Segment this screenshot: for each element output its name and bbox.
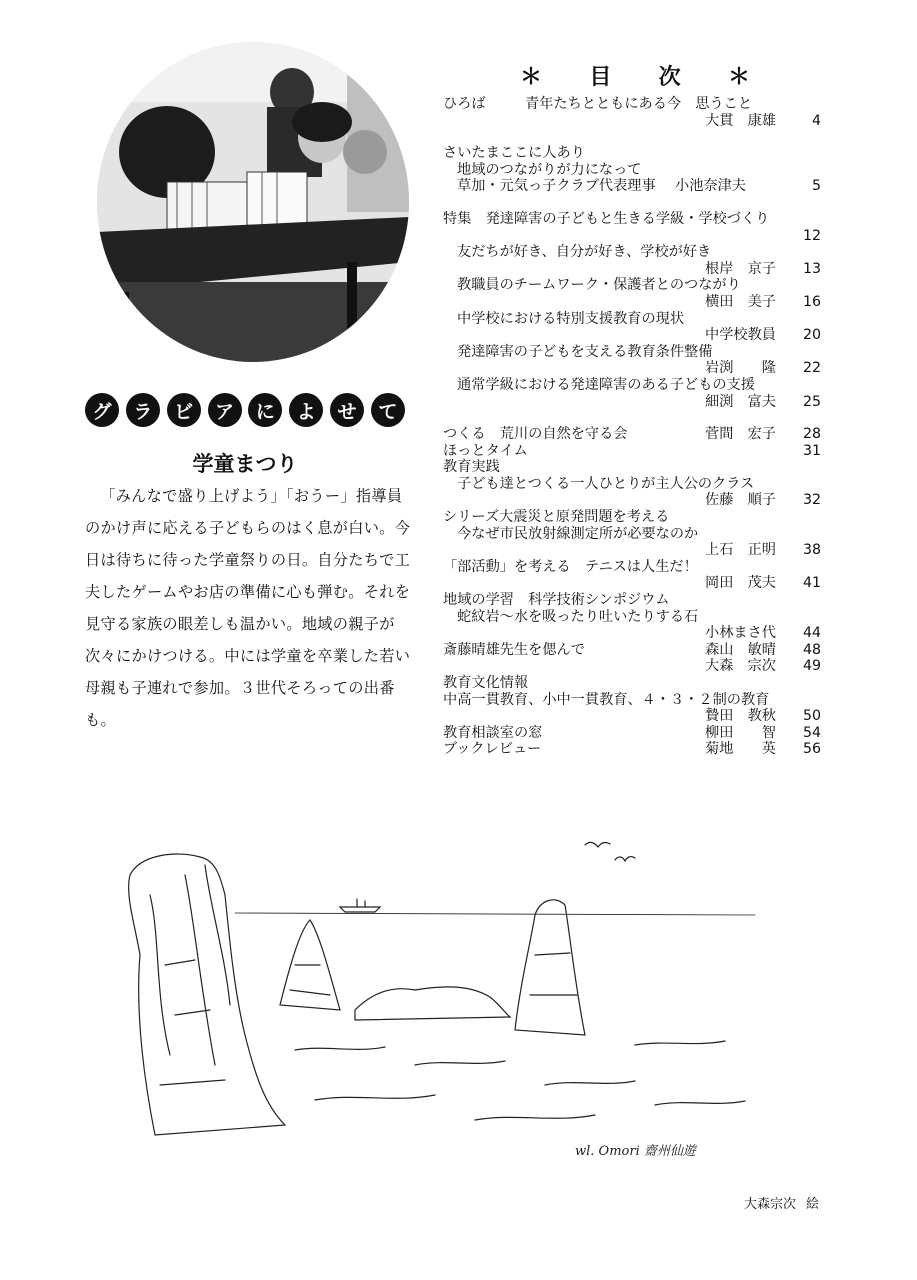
- toc-entry-author-row: [443, 394, 823, 411]
- toc-entry-series[interactable]: [443, 526, 823, 543]
- toc-heading-char: ＊: [520, 65, 543, 90]
- toc-entry-author: 柳田 智: [705, 724, 776, 741]
- toc-entry-title: 発達障害の子どもを支える教育条件整備: [457, 343, 713, 360]
- credit-artist: 大森宗次: [743, 1197, 796, 1212]
- toc-section-label-text: 教育文化情報: [443, 675, 529, 691]
- coastline-sketch: [115, 835, 765, 1165]
- toc-entry-title: 「部活動」を考える テニスは人生だ！: [443, 558, 698, 575]
- toc-entry-title: つくる 荒川の自然を守る会: [443, 426, 628, 443]
- toc-entry-hiroba[interactable]: [443, 96, 823, 113]
- gravure-badge: ビ: [167, 393, 201, 427]
- gravure-badge: に: [248, 393, 282, 427]
- toc-entry-author: 佐藤 順子: [705, 492, 776, 509]
- toc-entry-author: 小池奈津夫: [675, 178, 746, 195]
- toc-entry-page: 48: [802, 641, 821, 658]
- toc-entry-title: 友だちが好き、自分が好き、学校が好き: [457, 244, 712, 261]
- toc-entry-title: 教育相談室の窓: [443, 724, 543, 741]
- toc-entry-title: 地域のつながりが力になって: [457, 161, 642, 178]
- toc-entry-page: 56: [802, 741, 821, 758]
- credit-role: 絵: [805, 1197, 819, 1212]
- toc-heading-char: 目: [589, 65, 612, 90]
- gravure-heading: [85, 393, 405, 427]
- gravure-badge: よ: [289, 393, 323, 427]
- toc-entry-tsukuru[interactable]: [443, 426, 823, 443]
- toc-entry-author-row: [443, 228, 823, 245]
- toc-entry-author-row: [443, 360, 823, 377]
- toc-entry-author: 岩渕 隆: [705, 360, 776, 377]
- toc-entry-title: 蛇紋岩～水を吸ったり吐いたりする石: [457, 608, 699, 625]
- toc-entry-page: 4: [811, 112, 821, 129]
- gravure-photo: [97, 42, 409, 362]
- toc-entry-feature-2[interactable]: [443, 277, 823, 294]
- toc-entry-feature-5[interactable]: [443, 377, 823, 394]
- toc-entry-page: 32: [802, 492, 821, 509]
- toc-heading-char: 次: [658, 65, 681, 90]
- toc-entry-author-row: [443, 327, 823, 344]
- toc-entry-bukatsu[interactable]: [443, 559, 823, 576]
- toc-entry-author-row: [443, 542, 823, 559]
- table-of-contents: [443, 96, 823, 758]
- toc-entry-title: 今なぜ市民放射線測定所が必要なのか: [457, 525, 699, 542]
- toc-section-label-text: シリーズ大震災と原発問題を考える: [443, 509, 670, 526]
- gravure-badge: せ: [330, 393, 364, 427]
- toc-section-label: [443, 509, 823, 526]
- toc-entry-author: 大森 宗次: [705, 658, 776, 675]
- toc-entry-page: 50: [802, 708, 821, 725]
- gravure-badge: ア: [208, 393, 242, 427]
- toc-entry-author: 細渕 富夫: [705, 393, 776, 410]
- toc-entry-title: ほっとタイム: [443, 442, 528, 459]
- toc-entry-title: 子ども達とつくる一人ひとりが主人公のクラス: [457, 475, 755, 492]
- toc-entry-author-row: [443, 113, 823, 130]
- toc-section-label: [443, 675, 823, 692]
- toc-feature-label: 特集 発達障害の子どもと生きる学級・学校づくり: [443, 210, 770, 227]
- gravure-badge: て: [371, 393, 405, 427]
- festival-title: 学童まつり: [192, 451, 298, 476]
- toc-entry-title: 中高一貫教育、小中一貫教育、４・３・２制の教育: [443, 691, 770, 708]
- toc-entry-author-row: [443, 294, 823, 311]
- toc-entry-author: 中学校教員: [705, 327, 776, 344]
- toc-section-label: [443, 592, 823, 609]
- sketch-signature: wl. Omori 齋州仙遊: [575, 1144, 696, 1159]
- gravure-photo-image: [97, 42, 409, 362]
- toc-section-label: [443, 145, 823, 162]
- toc-entry-page: 5: [811, 178, 821, 195]
- toc-entry-chiiki[interactable]: [443, 609, 823, 626]
- toc-entry-author-row: [443, 708, 823, 725]
- toc-entry-page: 16: [802, 293, 821, 310]
- toc-entry-saito[interactable]: [443, 642, 823, 659]
- toc-entry-author: 森山 敏晴: [705, 641, 776, 658]
- toc-entry-author: 贄田 教秋: [705, 708, 776, 725]
- toc-entry-title: ブックレビュー: [443, 741, 542, 758]
- illustration-credit: [734, 1193, 819, 1212]
- toc-entry-author: 大貫 康雄: [705, 112, 776, 129]
- toc-entry-author-row: [443, 178, 823, 195]
- toc-entry-author: 岡田 茂夫: [705, 575, 776, 592]
- toc-entry-soudan[interactable]: [443, 725, 823, 742]
- toc-entry-page: 28: [802, 426, 821, 443]
- toc-section-label-text: 地域の学習 科学技術シンポジウム: [443, 592, 670, 609]
- toc-entry-page: 20: [802, 327, 821, 344]
- toc-entry-author-row: [443, 625, 823, 642]
- toc-entry-page: 13: [802, 260, 821, 277]
- toc-entry-page: 49: [802, 658, 821, 675]
- toc-entry-page: 41: [802, 575, 821, 592]
- toc-entry-book[interactable]: [443, 741, 823, 758]
- toc-entry-title: 通常学級における発達障害のある子どもの支援: [457, 376, 755, 393]
- toc-entry-title: 斎藤晴雄先生を偲んで: [443, 641, 585, 658]
- toc-entry-author: 小林まさ代: [705, 625, 776, 642]
- toc-entry-author-row: [443, 261, 823, 278]
- toc-heading: [520, 60, 750, 91]
- toc-entry-page: 44: [802, 625, 821, 642]
- toc-entry-hotto[interactable]: [443, 443, 823, 460]
- toc-entry-bunka[interactable]: [443, 692, 823, 709]
- toc-entry-title: 教職員のチームワーク・保護者とのつながり: [457, 277, 741, 294]
- toc-entry-author-row: [443, 575, 823, 592]
- toc-entry-page: 38: [802, 542, 821, 559]
- toc-entry-title: 中学校における特別支援教育の現状: [457, 310, 685, 327]
- toc-entry-feature-3[interactable]: [443, 311, 823, 328]
- toc-section-label: ひろば: [443, 96, 486, 112]
- toc-entry-jissen[interactable]: [443, 476, 823, 493]
- toc-feature-heading[interactable]: [443, 211, 823, 228]
- toc-entry-page: 25: [802, 393, 821, 410]
- toc-entry-author: 菊地 英: [705, 741, 776, 758]
- toc-heading-char: ＊: [727, 65, 750, 90]
- toc-entry-feature-4[interactable]: [443, 344, 823, 361]
- toc-entry-role: 草加・元気っ子クラブ代表理事: [457, 178, 656, 195]
- toc-entry-page: 22: [802, 360, 821, 377]
- gravure-badge: グ: [85, 393, 119, 427]
- toc-entry-author-row: [443, 658, 823, 675]
- gravure-badge: ラ: [126, 393, 160, 427]
- toc-entry-author-row: [443, 492, 823, 509]
- toc-section-label-text: 教育実践: [443, 459, 500, 476]
- festival-description: 「みんなで盛り上げよう」「おうー」指導員のかけ声に応える子どもらのはく息が白い。今日は待ちに待った学童祭りの日。自分たちで工夫したゲームやお店の準備に心も弾む。それを見守る家族の眼差しも温かい。地域の親子が次々にかけつける。中には学童を卒業した若い母親も子連れで参加。３世代そろっての出番も。: [85, 487, 411, 729]
- toc-section-label: [443, 459, 823, 476]
- toc-entry-page: 31: [802, 442, 821, 459]
- toc-entry-saitama[interactable]: [443, 162, 823, 179]
- toc-entry-author: 菅間 宏子: [705, 426, 776, 443]
- toc-entry-author: 横田 美子: [705, 293, 776, 310]
- toc-entry-author: 根岸 京子: [705, 260, 776, 277]
- toc-entry-title: 青年たちとともにある今 思うこと: [525, 96, 753, 112]
- toc-entry-page: 12: [802, 227, 821, 244]
- toc-entry-feature-1[interactable]: [443, 244, 823, 261]
- toc-section-label-text: さいたまここに人あり: [443, 145, 585, 162]
- toc-entry-page: 54: [802, 724, 821, 741]
- toc-entry-author: 上石 正明: [705, 542, 776, 559]
